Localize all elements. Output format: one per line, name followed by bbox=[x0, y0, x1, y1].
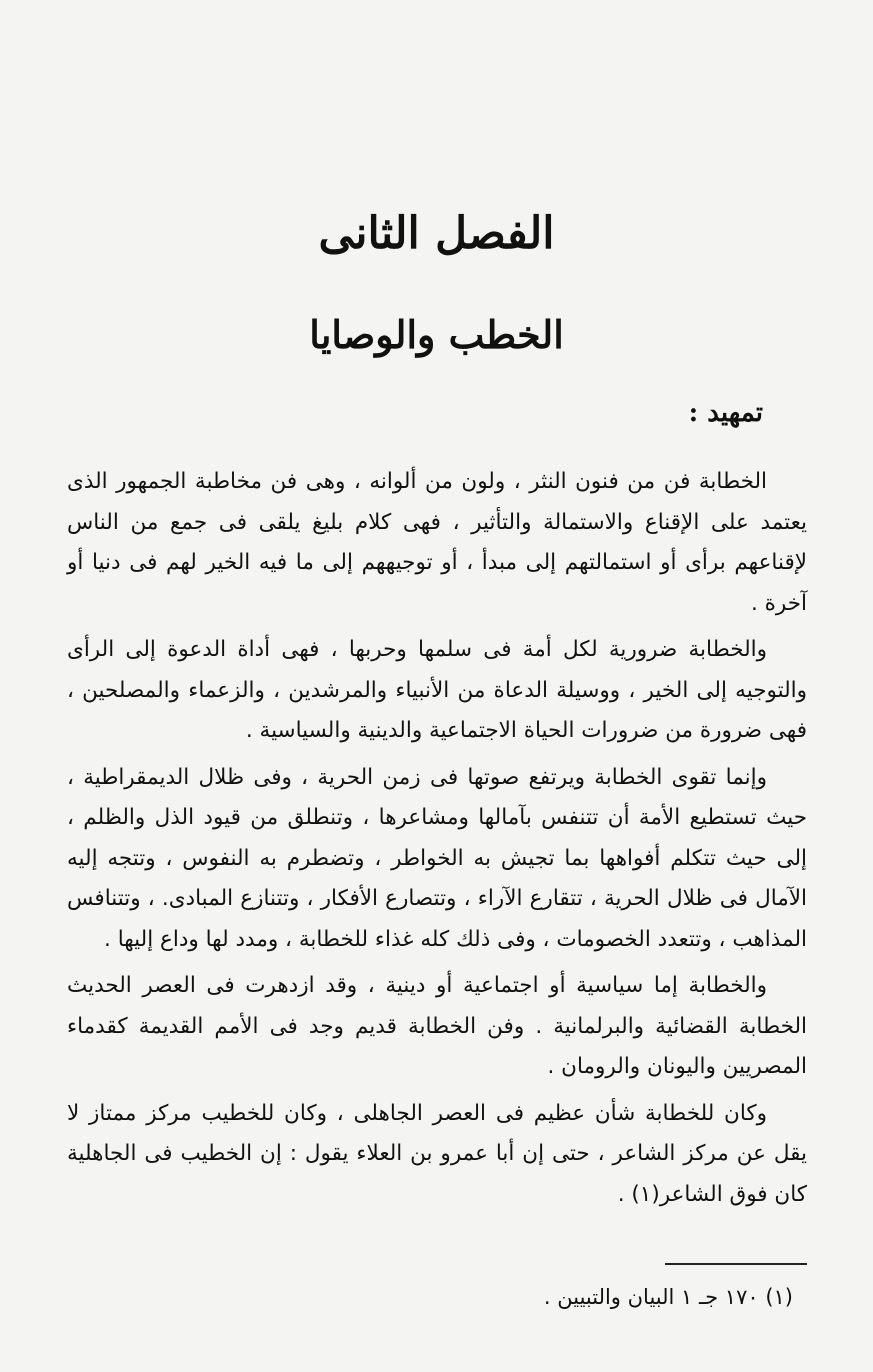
footnote: (١) ١٧٠ جـ ١ البيان والتبيين . bbox=[543, 1285, 793, 1309]
paragraph: الخطابة فن من فنون النثر ، ولون من ألوانه ، وهى فن مخاطبة الجمهور الذى يعتمد على الإقناع والاستمالة والتأثير ، فهى كلام بليغ يلقى فى جمع من الناس لإقناعهم برأى أو استمالتهم إلى مبدأ ، أو توجيههم إلى ما فيه الخير لهم فى دنيا أو آخرة . bbox=[67, 469, 807, 616]
chapter-title: الخطب والوصايا bbox=[309, 312, 564, 357]
paragraph: والخطابة ضرورية لكل أمة فى سلمها وحربها ، فهى أداة الدعوة إلى الرأى والتوجيه إلى الخير ، ووسيلة الدعاة من الأنبياء والمرشدين ، والزعماء والمصلحين ، فهى ضرورة من ضرورات الحياة الاجتماعية والدينية والسياسية . bbox=[67, 637, 807, 743]
paragraph: وكان للخطابة شأن عظيم فى العصر الجاهلى ، وكان للخطيب مركز ممتاز لا يقل عن مركز الشاعر ، حتى إن أبا عمرو بن العلاء يقول : إن الخطيب فى الجاهلية كان فوق الشاعر(١) . bbox=[67, 1100, 807, 1207]
paragraph: وإنما تقوى الخطابة ويرتفع صوتها فى زمن الحرية ، وفى ظلال الديمقراطية ، حيث تستطيع الأمة أن تتنفس بآمالها ومشاعرها ، وتنطلق من قيود الذل والظلم ، إلى حيث تتكلم أفواهها بما تجيش به الخواطر ، وتضطرم به النفوس ، وتتجه إليه الآمال فى ظلال الحرية ، تتقارع الآراء ، وتتصارع الأفكار ، وتتنازع المبادى. ، وتتنافس المذاهب ، وتتعدد الخصومات ، وفى ذلك كله غذاء للخطابة ، ومدد لها وداع إليها . bbox=[67, 764, 807, 952]
paragraph: والخطابة إما سياسية أو اجتماعية أو دينية ، وقد ازدهرت فى العصر الحديث الخطابة القضائية والبرلمانية . وفن الخطابة قديم وجد فى الأمم القديمة كقدماء المصريين واليونان والرومان . bbox=[67, 973, 807, 1079]
chapter-heading: الفصل الثانى bbox=[318, 208, 555, 259]
section-label: تمهيد : bbox=[688, 398, 763, 428]
body-text bbox=[67, 462, 807, 1221]
footnote-divider bbox=[665, 1263, 807, 1265]
